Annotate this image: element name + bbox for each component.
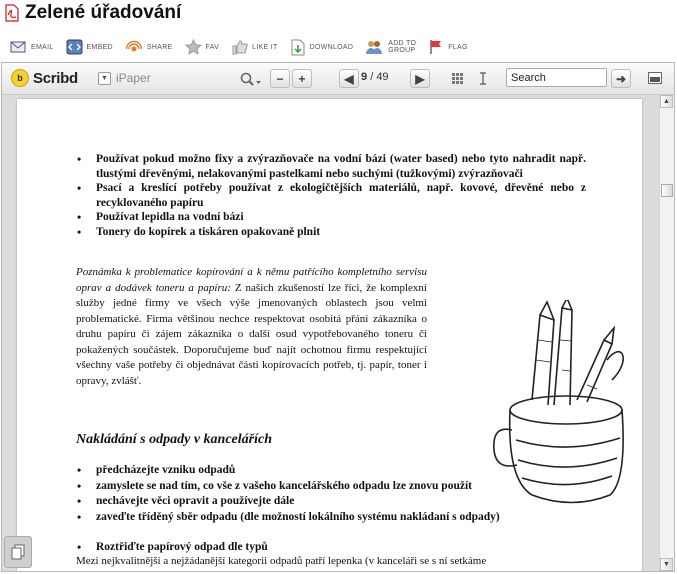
copying-note: Poznámka k problematice kopírování a k němu patřícího kompletního servisu oprav a dodávek toneru a papíru: Z našich zkušeností lze říci, že komplexní služby jedné firmy ve všech výše jmenovaných oblastech jsou velmi problematické. Firma většinou nechce respektovat osobitá přání zákazníka o druhu papíru či zájem zákazníka o další osud vypotřebovaného toneru či pokažených součástek. Doporučujeme buď najít ochotnou firmu respektující všechny vaše potřeby či objednávat části kopírovacích potřeb, tj. papír, toner i opravy, zvlášť. (76, 266, 427, 387)
list-item: • Používat lepidla na vodní bázi (96, 210, 586, 225)
search-input[interactable] (506, 68, 607, 87)
document-title-row (4, 0, 181, 26)
page-title: Zelené úřadování (25, 2, 182, 23)
scroll-up-icon[interactable]: ▲ (660, 95, 673, 108)
fav-button[interactable]: FAV (185, 39, 220, 55)
page-area[interactable] (2, 95, 659, 571)
download-icon (290, 39, 306, 56)
partial-text-line: Mezi nejkvalitnější a nejžádanější kategorii odpadů patří lepenka (v kanceláři se s ní setkáme (76, 555, 487, 567)
arrow-right-icon: ➜ (615, 71, 627, 86)
bullet-list-waste (76, 463, 586, 525)
list-item: • Používat pokud možno fixy a zvýrazňovače na vodní bázi (water based) nebo tyto nahradit např. tlustými dřevěnými, nelakovanými pastelkami nebo suchými (tužkovými) zvýrazňovači (96, 152, 586, 181)
arrow-right-icon: ▶ (415, 71, 425, 86)
document-page (17, 99, 642, 572)
list-item: • Roztřiďte papírový odpad dle typů (96, 540, 586, 555)
copy-pages-icon (11, 544, 25, 560)
zoom-search-icon[interactable] (240, 72, 262, 86)
thumbs-up-icon (231, 39, 248, 55)
next-page-button[interactable] (410, 69, 430, 88)
list-item: • zaveďte tříděný sběr odpadu (dle možností lokálního systému nakládaní s odpady) (96, 510, 586, 526)
like-button[interactable]: LIKE IT (231, 39, 277, 55)
email-icon (10, 40, 27, 54)
add-to-group-icon (365, 39, 384, 56)
page-indicator: 9 / 49 (361, 71, 389, 83)
scroll-thumb[interactable] (661, 184, 673, 197)
text-select-icon[interactable] (479, 72, 487, 85)
embed-button[interactable]: EMBED (66, 39, 113, 55)
share-button[interactable]: SHARE (125, 39, 173, 55)
scribd-logo[interactable]: b Scribd (11, 69, 78, 87)
list-item: • Psací a kreslící potřeby používat z ekologičtějších materiálů, např. kovové, dřevěné nebo z recyklovaného papíru (96, 181, 586, 210)
add-to-group-button[interactable]: ADD TO GROUP (365, 39, 416, 56)
grid-view-icon[interactable] (452, 73, 463, 84)
search-go-button[interactable] (611, 69, 631, 88)
scroll-down-icon[interactable]: ▼ (660, 558, 673, 571)
star-icon (185, 39, 202, 55)
dropdown-icon: ▼ (98, 72, 111, 85)
share-icon (125, 39, 143, 55)
bullet-list-paper (76, 540, 586, 555)
list-item: • předcházejte vzniku odpadů (96, 463, 586, 479)
zoom-out-button[interactable]: − (270, 69, 290, 88)
document-actions (10, 36, 480, 58)
fullscreen-icon[interactable] (648, 72, 662, 84)
list-item: • nechávejte věci opravit a používejte dále (96, 494, 586, 510)
pages-panel-icon[interactable] (4, 536, 32, 568)
list-item: • Tonery do kopírek a tiskáren opakovaně plnit (96, 225, 586, 240)
previous-page-button[interactable] (339, 69, 359, 88)
document-viewer (1, 62, 675, 572)
email-button[interactable]: EMAIL (10, 40, 54, 54)
flag-icon (428, 39, 444, 55)
section-heading: Nakládání s odpady v kancelářích (76, 432, 272, 447)
flag-button[interactable]: FLAG (428, 39, 467, 55)
vertical-scrollbar[interactable] (659, 95, 674, 571)
ipaper-menu[interactable]: ▼ iPaper (98, 71, 151, 85)
page-content (76, 152, 586, 567)
download-button[interactable]: DOWNLOAD (290, 39, 354, 56)
embed-icon (66, 39, 83, 55)
zoom-in-button[interactable]: + (292, 69, 312, 88)
viewer-toolbar (2, 63, 674, 95)
arrow-left-icon: ◀ (344, 71, 354, 86)
scribd-badge: b (11, 69, 29, 87)
bullet-list-supplies (76, 152, 586, 239)
list-item: • zamyslete se nad tím, co vše z vašeho kancelářského odpadu lze znovu použít (96, 479, 586, 495)
pdf-icon (4, 4, 20, 22)
